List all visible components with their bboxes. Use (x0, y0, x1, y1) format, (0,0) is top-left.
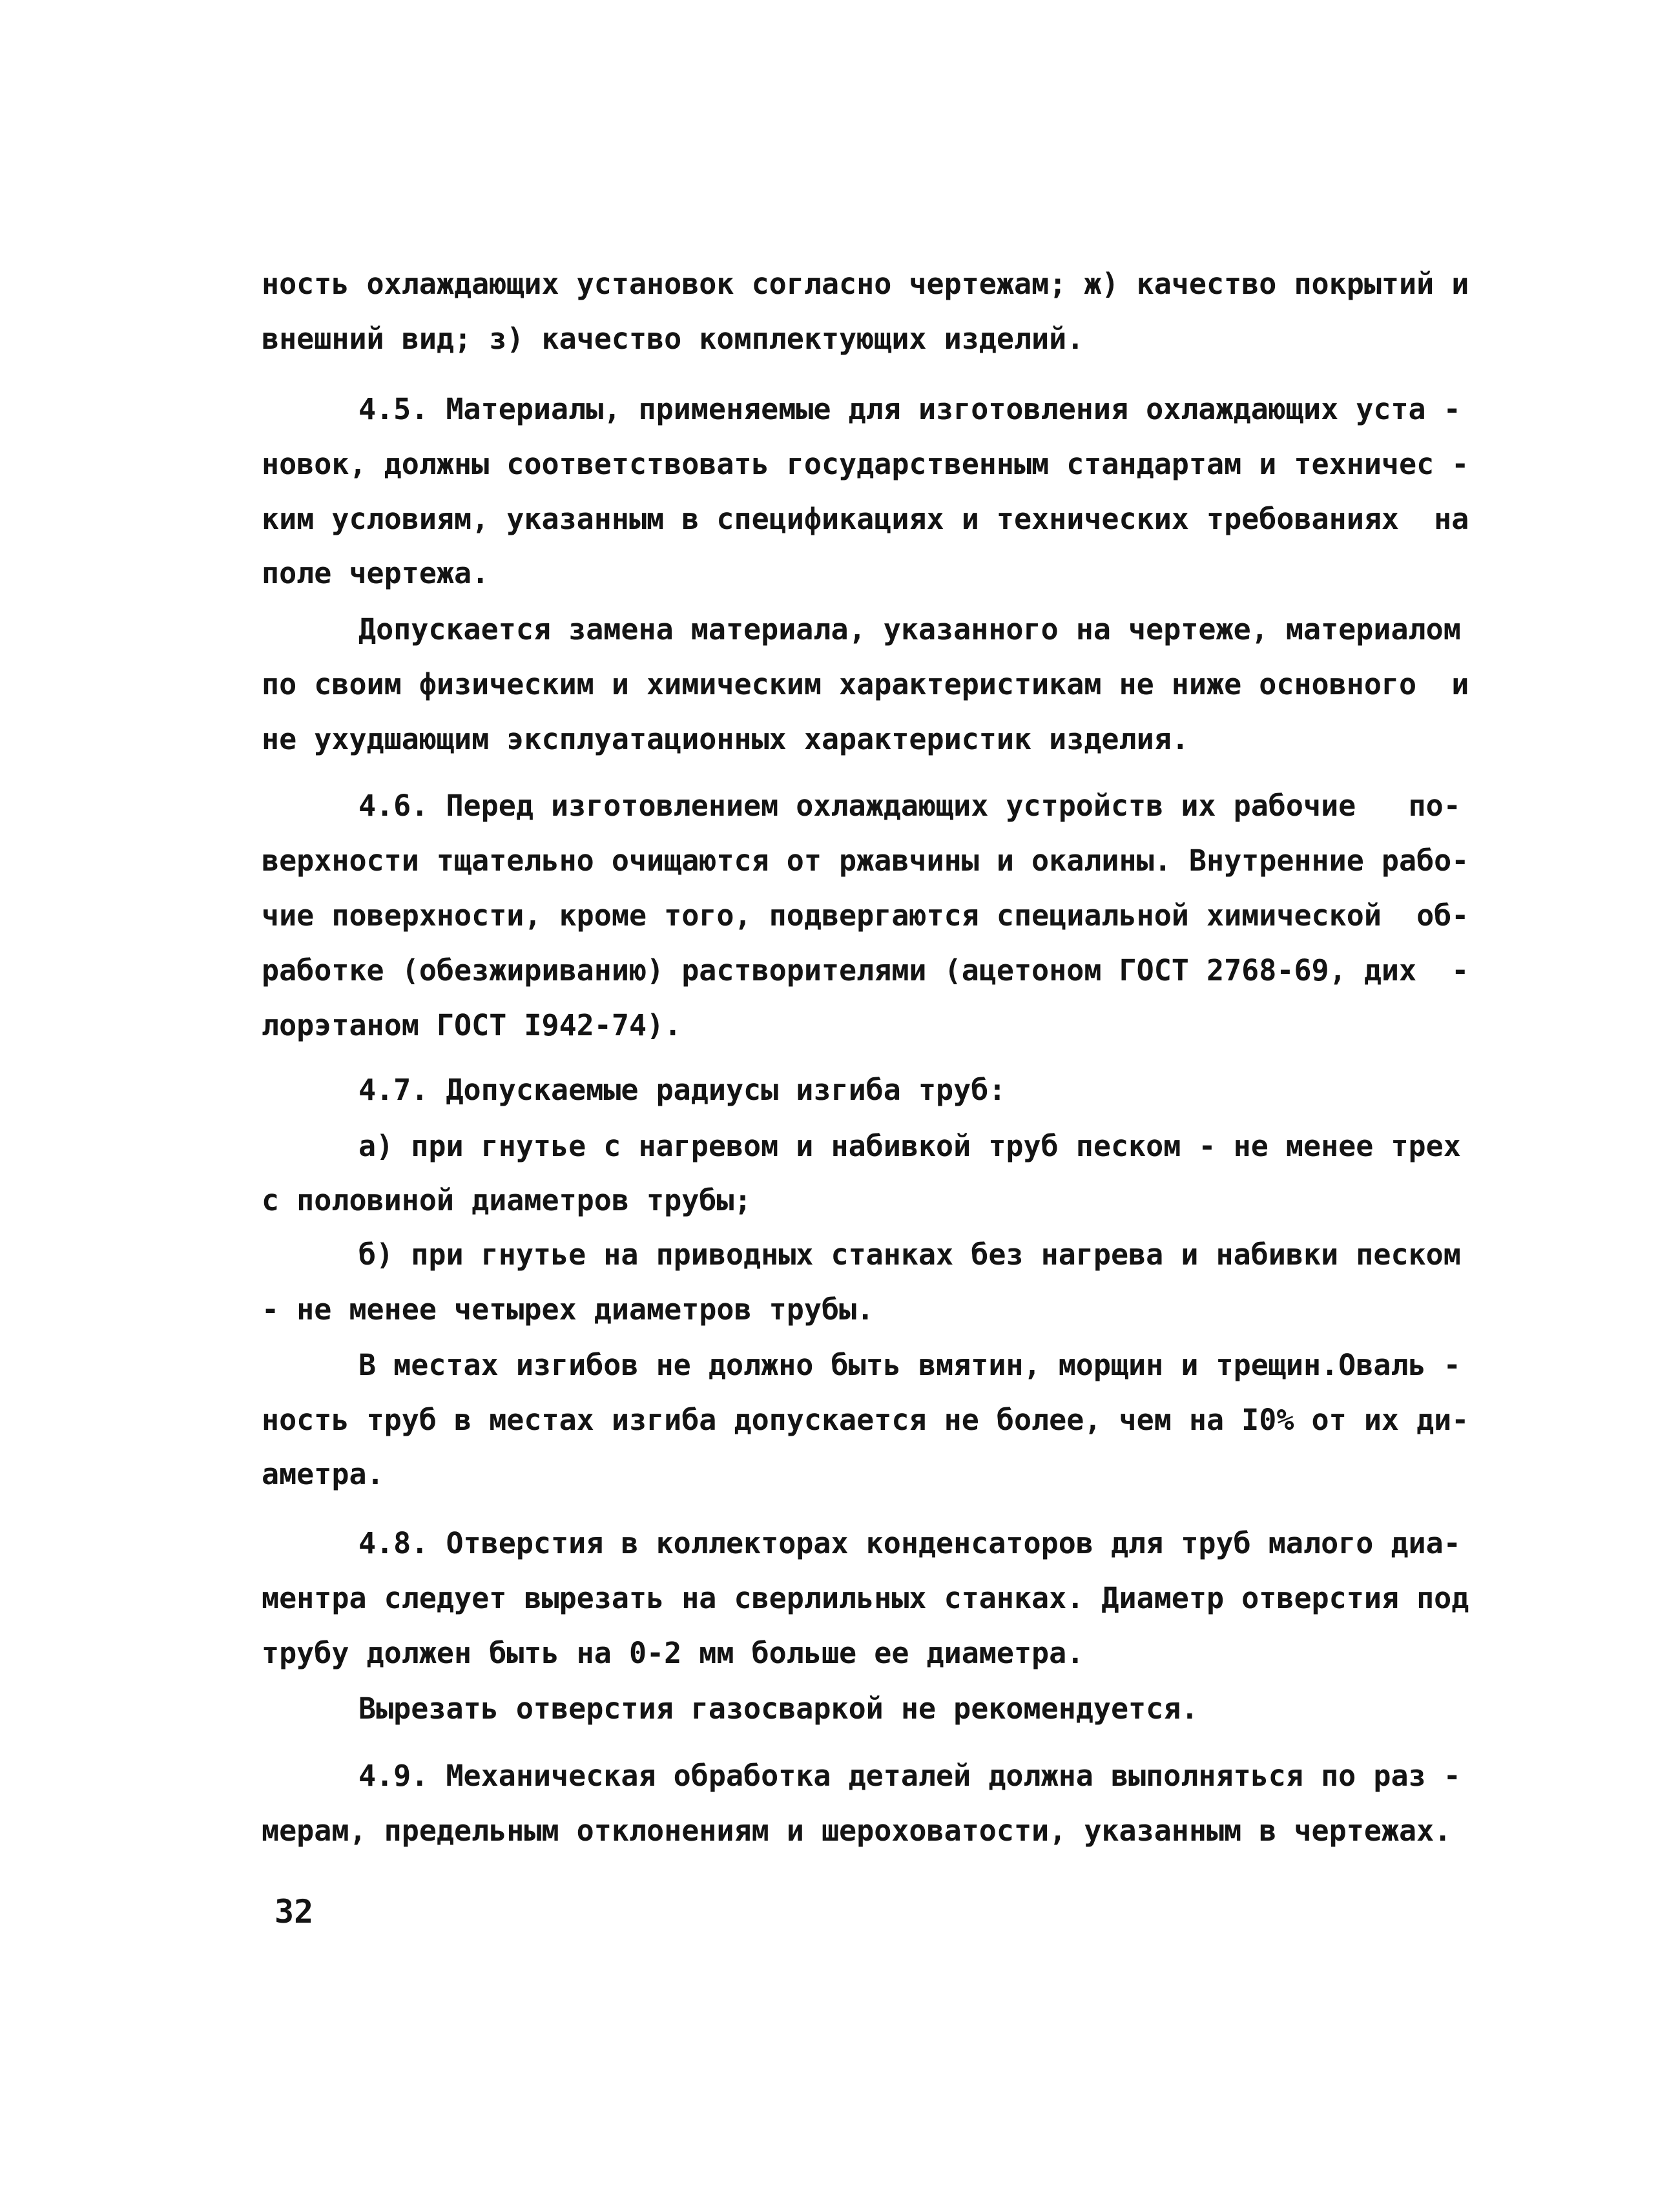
text-line: - не менее четырех диаметров трубы. (262, 1292, 875, 1327)
text-line: 4.6. Перед изготовлением охлаждающих устройств их рабочие по- (358, 789, 1461, 823)
text-line: поле чертежа. (262, 556, 490, 590)
text-line: Вырезать отверстия газосваркой не рекомендуется. (358, 1691, 1199, 1726)
text-line: внешний вид; з) качество комплектующих изделий. (262, 322, 1084, 356)
text-line: работке (обезжириванию) растворителями (ацетоном ГОСТ 2768-69, дих - (262, 953, 1469, 987)
text-line: трубу должен быть на 0-2 мм больше ее диаметра. (262, 1636, 1084, 1670)
text-line: б) при гнутье на приводных станках без нагрева и набивки песком (358, 1237, 1461, 1272)
text-line: ментра следует вырезать на сверлильных станках. Диаметр отверстия под (262, 1581, 1469, 1615)
text-line: В местах изгибов не должно быть вмятин, морщин и трещин.Оваль - (358, 1348, 1461, 1382)
text-line: ность охлаждающих установок согласно чертежам; ж) качество покрытий и (262, 267, 1469, 301)
text-line: мерам, предельным отклонениям и шероховатости, указанным в чертежах. (262, 1814, 1452, 1848)
text-line: Допускается замена материала, указанного на чертеже, материалом (358, 612, 1461, 646)
text-line: 4.7. Допускаемые радиусы изгиба труб: (358, 1073, 1006, 1107)
text-line: 4.5. Материалы, применяемые для изготовления охлаждающих уста - (358, 392, 1461, 426)
text-line: ким условиям, указанным в спецификациях и технических требованиях на (262, 502, 1469, 536)
text-line: 4.9. Механическая обработка деталей должна выполняться по раз - (358, 1759, 1461, 1793)
page-number: 32 (274, 1893, 314, 1930)
text-line: по своим физическим и химическим характеристикам не ниже основного и (262, 667, 1469, 701)
text-line: не ухудшающим эксплуатационных характеристик изделия. (262, 722, 1189, 756)
text-line: а) при гнутье с нагревом и набивкой труб песком - не менее трех (358, 1129, 1461, 1163)
text-line: новок, должны соответствовать государственным стандартам и техничес - (262, 447, 1469, 481)
text-line: чие поверхности, кроме того, подвергаются специальной химической об- (262, 898, 1469, 933)
text-line: 4.8. Отверстия в коллекторах конденсаторов для труб малого диа- (358, 1526, 1461, 1560)
text-line: аметра. (262, 1457, 384, 1491)
text-line: верхности тщательно очищаются от ржавчины и окалины. Внутренние рабо- (262, 843, 1469, 878)
text-line: ность труб в местах изгиба допускается не более, чем на I0% от их ди- (262, 1403, 1469, 1437)
text-line: с половиной диаметров трубы; (262, 1183, 752, 1217)
text-line: лорэтаном ГОСТ I942-74). (262, 1008, 682, 1042)
